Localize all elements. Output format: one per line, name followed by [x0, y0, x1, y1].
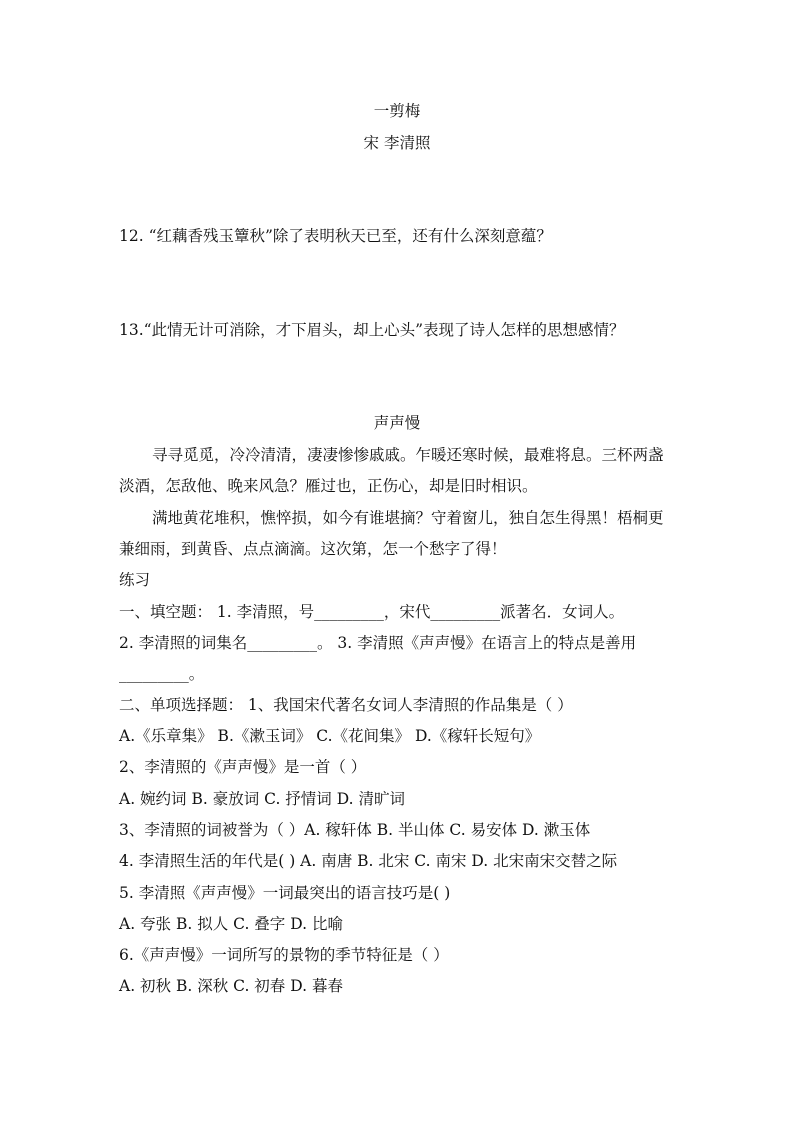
exercise-line: 5. 李清照《声声慢》一词最突出的语言技巧是( ) [119, 884, 451, 902]
question-13: 13.“此情无计可消除，才下眉头，却上心头”表现了诗人怎样的思想感情？ [119, 321, 625, 339]
question-12: 12. “红藕香残玉簟秋”除了表明秋天已至，还有什么深刻意蕴？ [119, 227, 552, 245]
exercise-line: 2、李清照的《声声慢》是一首（ ） [119, 758, 367, 776]
exercise-heading: 练习 [119, 571, 151, 589]
exercise-line: 3、李清照的词被誉为（ ）A. 稼轩体 B. 半山体 C. 易安体 D. 漱玉体 [119, 821, 591, 839]
poem2-line: 兼细雨，到黄昏、点点滴滴。这次第，怎一个愁字了得！ [119, 540, 507, 558]
poem2-title: 声声慢 [373, 414, 421, 432]
poem2-line: 淡酒，怎敌他、晚来风急？雁过也，正伤心，却是旧时相识。 [119, 477, 538, 495]
poem1-title: 一剪梅 [373, 102, 421, 120]
exercise-line: _________。 [119, 665, 205, 683]
exercise-line: 6.《声声慢》一词所写的景物的季节特征是（ ） [119, 946, 449, 964]
exercise-line: 二、单项选择题： 1、我国宋代著名女词人李清照的作品集是（ ） [119, 696, 573, 714]
exercise-line: 2. 李清照的词集名_________。 3. 李清照《声声慢》在语言上的特点是善用 [119, 634, 637, 652]
exercise-line: 4. 李清照生活的年代是( ) A. 南唐 B. 北宋 C. 南宋 D. 北宋南宋交替之际 [119, 852, 618, 870]
poem2-line: 满地黄花堆积，憔悴损，如今有谁堪摘？守着窗儿，独自怎生得黑！梧桐更 [152, 509, 664, 527]
exercise-line: A.《乐章集》 B.《漱玉词》 C.《花间集》 D.《稼轩长短句》 [119, 727, 541, 745]
exercise-line: 一、填空题： 1. 李清照，号_________，宋代_________派著名．女词人。 [119, 603, 625, 621]
exercise-line: A. 初秋 B. 深秋 C. 初春 D. 暮春 [119, 977, 343, 995]
exercise-line: A. 婉约词 B. 豪放词 C. 抒情词 D. 清旷词 [119, 790, 405, 808]
poem2-line: 寻寻觅觅，冷冷清清，凄凄惨惨戚戚。乍暖还寒时候，最难将息。三杯两盏 [152, 446, 664, 464]
exercise-line: A. 夸张 B. 拟人 C. 叠字 D. 比喻 [119, 915, 343, 933]
poem1-author: 宋 李清照 [363, 134, 431, 152]
